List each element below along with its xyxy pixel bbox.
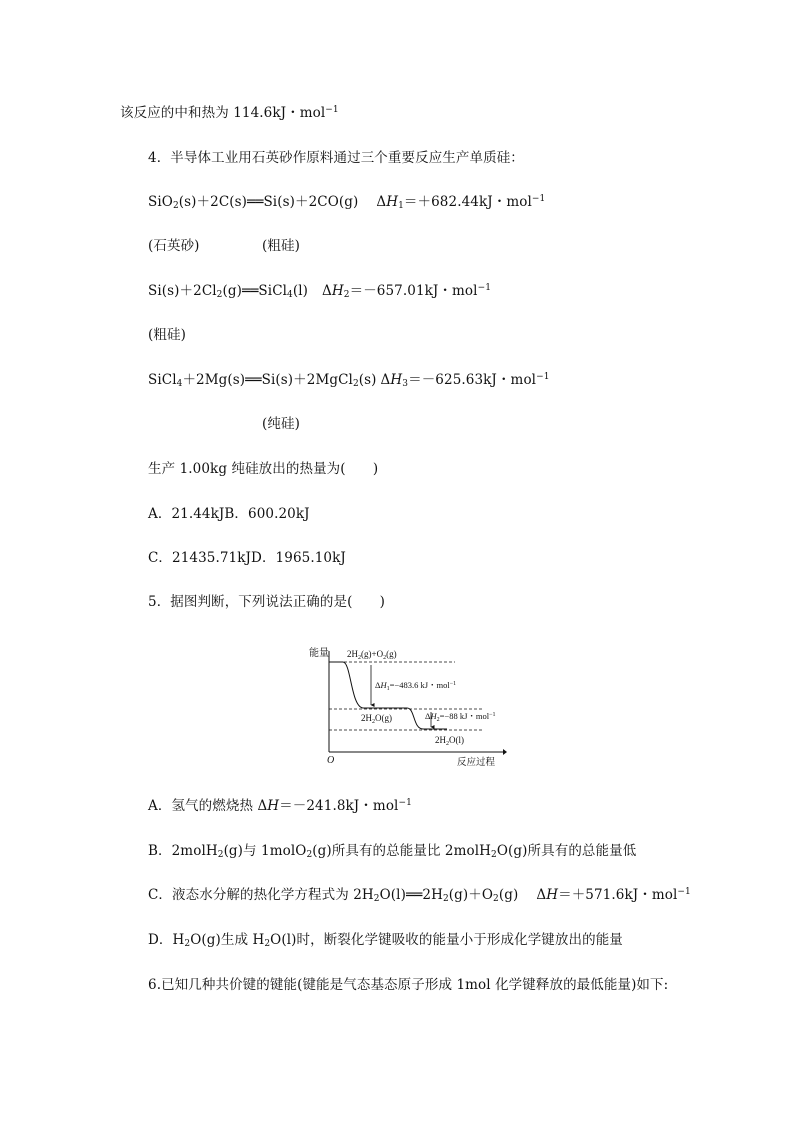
reactants-level-label: $2H_2(g)+O_2(g)$ [347, 649, 397, 661]
q5-option-a: A．氢气的燃烧热 ΔH＝－241.8kJ・mol$^{-1}$ [148, 798, 412, 814]
y-axis-label: 能量 [309, 648, 329, 659]
dh1-label: $\Delta H_1=-483.6$ kJ・mol$^{-1}$ [375, 680, 457, 692]
q5-option-b: B．2molH$_2$(g)与 1molO$_2$(g)所具有的总能量比 2molH$_2$O(g)所具有的总能量低 [148, 843, 637, 860]
q4-options-ab: A．21.44kJB．600.20kJ [148, 506, 310, 522]
energy-diagram [307, 645, 507, 767]
q4-reaction-1: SiO$_2$(s)＋2C(s)══Si(s)＋2CO(g) $\Delta H_1=+682.44kJ$・mol$^{-1}$ [148, 194, 546, 211]
question-6-intro: 6.已知几种共价键的键能(键能是气态基态原子形成 1mol 化学键释放的最低能量)如下: [148, 977, 669, 993]
q4-reaction-2-label: (粗硅) [148, 327, 186, 343]
q4-reaction-1-labels: (石英砂) [148, 238, 200, 254]
x-axis-arrow-icon [503, 749, 507, 755]
q4-reaction-1-label-right: (粗硅) [262, 238, 300, 254]
q4-reaction-3-label: (纯硅) [262, 416, 300, 432]
water-liquid-level-label: $2H_2O(l)$ [435, 735, 464, 747]
question-5-intro: 5．据图判断，下列说法正确的是( ) [148, 594, 386, 610]
x-axis-label: 反应过程 [457, 758, 496, 767]
q5-option-c: C．液态水分解的热化学方程式为 $2H_2O(l)══2H_2(g)+O_2(g)$ ΔH＝＋571.6kJ・mol$^{-1}$ [148, 887, 691, 904]
prev-answer-line: 该反应的中和热为 114.6kJ・mol$^{-1}$ [120, 105, 339, 121]
q5-option-d: D．$H_2O(g)$生成 $H_2O(l)$时，断裂化学键吸收的能量小于形成化学键放出的能量 [148, 932, 623, 949]
q4-reaction-3: SiCl$_4$＋2Mg(s)══Si(s)＋2MgCl$_2$(s) $\Delta H_3=-625.63kJ$・mol$^{-1}$ [148, 372, 550, 389]
origin-label: O [327, 755, 335, 766]
dh2-label: $\Delta H_2=-88$ kJ・mol$^{-1}$ [425, 711, 496, 723]
q4-options-cd: C．21435.71kJD．1965.10kJ [148, 550, 346, 566]
question-4-intro: 4．半导体工业用石英砂作原料通过三个重要反应生产单质硅： [148, 150, 524, 166]
question-4-stem: 生产 1.00kg 纯硅放出的热量为( ) [148, 461, 379, 477]
q4-reaction-2: $Si(s)+2Cl_2(g)══SiCl_4(l)$ $\Delta H_2=-657.01kJ$・mol$^{-1}$ [148, 283, 492, 300]
water-gas-level-label: $2H_2O(g)$ [361, 713, 392, 725]
